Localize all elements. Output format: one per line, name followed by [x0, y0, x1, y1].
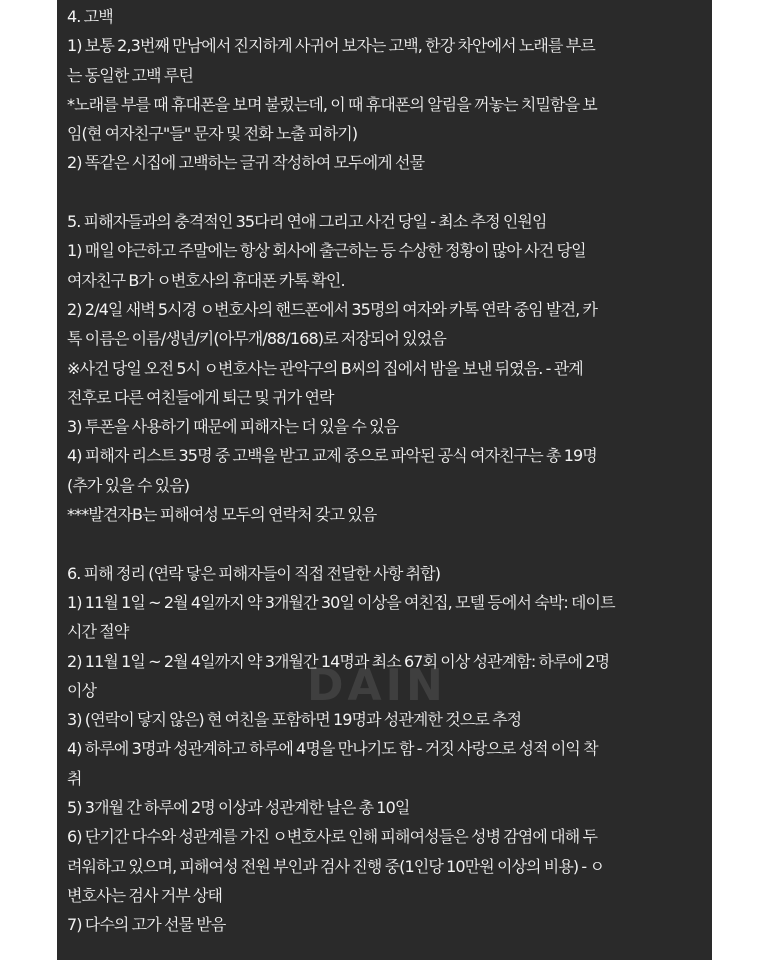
text-line: 5) 3개월 간 하루에 2명 이상과 성관계한 날은 총 10일 [67, 798, 410, 818]
text-line: 3) 투폰을 사용하기 때문에 피해자는 더 있을 수 있음 [67, 417, 399, 437]
text-line: ***발견자B는 피해여성 모두의 연락처 갖고 있음 [67, 505, 377, 525]
text-line: *노래를 부를 때 휴대폰을 보며 불렀는데, 이 때 휴대폰의 알림을 꺼놓는 치밀함을 보 [67, 94, 597, 114]
text-line: 6. 피해 정리 (연락 닿은 피해자들이 직접 전달한 사항 취합) [67, 563, 441, 583]
text-line: 3) (연락이 닿지 않은) 현 여친을 포함하면 19명과 성관계한 것으로 추정 [67, 710, 522, 730]
text-line: 1) 11월 1일 ~ 2월 4일까지 약 3개월간 30일 이상을 여친집, 모텔 등에서 숙박: 데이트 [67, 592, 615, 612]
blank-line [67, 529, 707, 558]
text-line: 려워하고 있으며, 피해여성 전원 부인과 검사 진행 중(1인당 10만원 이상의 비용) - ㅇ [67, 856, 605, 876]
text-line: 1) 매일 야근하고 주말에는 항상 회사에 출근하는 등 수상한 정황이 많아 사건 당일 [67, 241, 586, 261]
text-line: 2) 2/4일 새벽 5시경 ㅇ변호사의 핸드폰에서 35명의 여자와 카톡 연락 중임 발견, 카 [67, 299, 598, 319]
text-line: 전후로 다른 여친들에게 퇴근 및 귀가 연락 [67, 387, 334, 407]
text-line: 톡 이름은 이름/생년/키(아무개/88/168)로 저장되어 있었음 [67, 329, 446, 349]
watermark: DAIN [307, 660, 447, 711]
text-line: 임(현 여자친구"들" 문자 및 전화 노출 피하기) [67, 124, 358, 144]
text-line: 이상 [67, 680, 97, 700]
text-line: 6) 단기간 다수와 성관계를 가진 ㅇ변호사로 인해 피해여성들은 성병 감염에 대해 두 [67, 827, 598, 847]
text-line: 취 [67, 768, 82, 788]
document-body [67, 2, 707, 940]
text-panel [57, 0, 712, 960]
text-line: 4) 하루에 3명과 성관계하고 하루에 4명을 만나기도 함 - 거짓 사랑으로 성적 이익 착 [67, 739, 598, 759]
text-line: 변호사는 검사 거부 상태 [67, 885, 223, 905]
text-line: 여자친구 B가 ㅇ변호사의 휴대폰 카톡 확인. [67, 270, 345, 290]
text-line: (추가 있을 수 있음) [67, 475, 190, 495]
text-line: 는 동일한 고백 루틴 [67, 65, 194, 85]
text-line: 5. 피해자들과의 충격적인 35다리 연애 그리고 사건 당일 - 최소 추정 인원임 [67, 212, 547, 232]
text-line: ※사건 당일 오전 5시 ㅇ변호사는 관악구의 B씨의 집에서 밤을 보낸 뒤였음. - 관계 [67, 358, 583, 378]
text-line: 7) 다수의 고가 선물 받음 [67, 915, 226, 935]
text-line: 4. 고백 [67, 7, 113, 26]
text-line: 시간 절약 [67, 622, 129, 642]
text-line: 1) 보통 2,3번째 만남에서 진지하게 사귀어 보자는 고백, 한강 차안에서 노래를 부르 [67, 36, 595, 56]
blank-line [67, 178, 707, 207]
text-line: 2) 똑같은 시집에 고백하는 글귀 작성하여 모두에게 선물 [67, 153, 425, 173]
text-line: 4) 피해자 리스트 35명 중 고백을 받고 교제 중으로 파악된 공식 여자친구는 총 19명 [67, 446, 597, 466]
text-line: 2) 11월 1일 ~ 2월 4일까지 약 3개월간 14명과 최소 67회 이상 성관계함: 하루에 2명 [67, 651, 610, 671]
